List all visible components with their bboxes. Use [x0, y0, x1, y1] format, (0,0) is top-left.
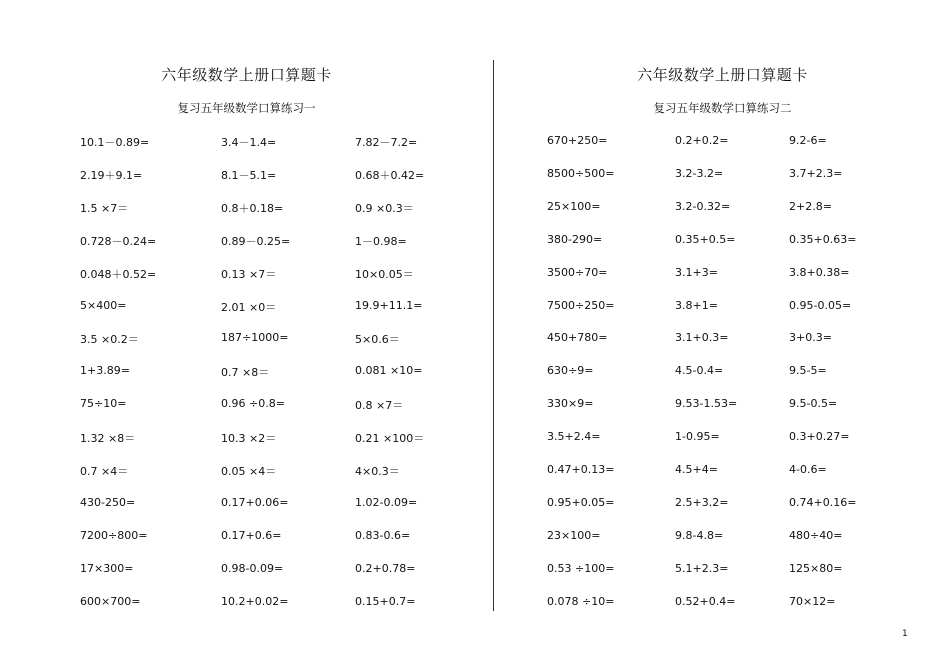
- problem-item: 0.89－0.25=: [221, 234, 291, 248]
- problem-item: 0.05 ×4＝: [221, 465, 277, 478]
- problem-item: 450+780=: [547, 331, 608, 345]
- problem-item: 10×0.05＝: [355, 267, 414, 281]
- problem-item: 0.17+0.06=: [221, 495, 289, 509]
- problem-item: 0.95-0.05=: [789, 298, 852, 312]
- problem-item: 0.7 ×4＝: [80, 465, 129, 478]
- problem-item: 0.98-0.09=: [221, 561, 284, 575]
- problem-item: 1－0.98=: [355, 234, 407, 248]
- problem-row: [495, 529, 950, 547]
- problem-row: [0, 331, 493, 349]
- problem-row: [495, 463, 950, 481]
- problem-row: [0, 167, 493, 185]
- problem-item: 4.5+4=: [675, 463, 718, 476]
- problem-item: 0.74+0.16=: [789, 495, 857, 509]
- problem-item: 3500÷70=: [547, 265, 608, 279]
- left-subtitle: 复习五年级数学口算练习一: [177, 101, 316, 115]
- problem-item: 3.5+2.4=: [547, 430, 601, 444]
- center-divider: [493, 60, 494, 611]
- problem-item: 0.95+0.05=: [547, 495, 615, 509]
- problem-item: 2.19＋9.1=: [80, 168, 143, 182]
- problem-item: 3+0.3=: [789, 331, 832, 345]
- problem-item: 430-250=: [80, 495, 136, 509]
- problem-item: 10.2+0.02=: [221, 594, 289, 608]
- problem-item: 0.081 ×10=: [355, 364, 423, 378]
- problem-item: 380-290=: [547, 232, 603, 246]
- problem-row: [495, 496, 950, 514]
- problem-item: 4×0.3＝: [355, 465, 400, 478]
- problem-row: [495, 331, 950, 349]
- problem-item: 0.048＋0.52=: [80, 267, 157, 281]
- problem-item: 3.5 ×0.2＝: [80, 333, 139, 347]
- problem-item: 1.32 ×8＝: [80, 432, 136, 446]
- problem-item: 0.8＋0.18=: [221, 201, 284, 215]
- problem-item: 9.5-5=: [789, 364, 827, 378]
- problem-item: 600×700=: [80, 594, 141, 608]
- left-title: 六年级数学上册口算题卡: [161, 66, 332, 84]
- problem-item: 125×80=: [789, 561, 843, 575]
- problem-row: [0, 266, 493, 284]
- problem-item: 1-0.95=: [675, 430, 720, 444]
- problem-item: 330×9=: [547, 397, 594, 411]
- problem-item: 0.83-0.6=: [355, 528, 411, 542]
- problem-item: 0.728－0.24=: [80, 234, 157, 248]
- problem-item: 3.4－1.4=: [221, 136, 277, 149]
- problem-item: 0.17+0.6=: [221, 528, 282, 542]
- problem-item: 0.13 ×7＝: [221, 267, 277, 281]
- problem-row: [0, 364, 493, 382]
- problem-item: 9.2-6=: [789, 134, 827, 147]
- problem-item: 75÷10=: [80, 397, 127, 411]
- right-title: 六年级数学上册口算题卡: [637, 66, 808, 84]
- problem-item: 0.2+0.2=: [675, 134, 729, 147]
- problem-row: [495, 167, 950, 185]
- problem-item: 0.53 ÷100=: [547, 561, 615, 575]
- problem-row: [0, 529, 493, 547]
- problem-row: [495, 397, 950, 415]
- problem-row: [495, 299, 950, 317]
- problem-item: 3.2-0.32=: [675, 199, 731, 213]
- problem-item: 9.8-4.8=: [675, 528, 724, 542]
- problem-item: 10.1－0.89=: [80, 136, 150, 149]
- problem-item: 7200÷800=: [80, 528, 148, 542]
- problem-item: 0.9 ×0.3＝: [355, 201, 414, 215]
- problem-item: 2.01 ×0＝: [221, 300, 277, 314]
- problem-row: [495, 430, 950, 448]
- problem-item: 0.52+0.4=: [675, 594, 736, 608]
- problem-item: 0.8 ×7＝: [355, 399, 404, 413]
- problem-item: 1.5 ×7＝: [80, 201, 129, 215]
- problem-item: 17×300=: [80, 561, 134, 575]
- problem-item: 3.1+0.3=: [675, 331, 729, 345]
- problem-item: 480÷40=: [789, 528, 843, 542]
- problem-item: 23×100=: [547, 528, 601, 542]
- problem-item: 1+3.89=: [80, 364, 130, 378]
- problem-row: [0, 299, 493, 317]
- problem-item: 10.3 ×2＝: [221, 432, 277, 446]
- problem-item: 4-0.6=: [789, 463, 827, 476]
- problem-item: 9.53-1.53=: [675, 397, 738, 411]
- problem-row: [0, 200, 493, 218]
- problem-row: [0, 496, 493, 514]
- problem-item: 8.1－5.1=: [221, 168, 277, 182]
- problem-item: 3.2-3.2=: [675, 166, 724, 180]
- problem-item: 5×400=: [80, 298, 127, 312]
- right-subtitle: 复习五年级数学口算练习二: [653, 101, 792, 115]
- problem-item: 0.96 ÷0.8=: [221, 397, 285, 411]
- problem-item: 0.35+0.5=: [675, 232, 736, 246]
- problem-item: 3.8+1=: [675, 298, 718, 312]
- problem-item: 0.2+0.78=: [355, 561, 416, 575]
- problem-row: [0, 233, 493, 251]
- problem-item: 2.5+3.2=: [675, 495, 729, 509]
- problem-item: 0.7 ×8＝: [221, 366, 270, 380]
- problem-item: 670+250=: [547, 134, 608, 147]
- problem-item: 5.1+2.3=: [675, 561, 729, 575]
- problem-item: 0.47+0.13=: [547, 463, 615, 476]
- problem-row: [495, 364, 950, 382]
- problem-row: [495, 233, 950, 251]
- problem-item: 0.68＋0.42=: [355, 168, 425, 182]
- right-exercise-panel: [495, 0, 950, 672]
- problem-item: 2+2.8=: [789, 199, 832, 213]
- problem-row: [495, 200, 950, 218]
- problem-item: 70×12=: [789, 594, 836, 608]
- problem-item: 9.5-0.5=: [789, 397, 838, 411]
- problem-item: 630÷9=: [547, 364, 594, 378]
- problem-item: 4.5-0.4=: [675, 364, 724, 378]
- problem-item: 3.1+3=: [675, 265, 718, 279]
- problem-row: [0, 397, 493, 415]
- problem-row: [0, 430, 493, 448]
- problem-row: [495, 595, 950, 613]
- problem-row: [0, 463, 493, 481]
- problem-item: 8500÷500=: [547, 166, 615, 180]
- problem-item: 3.8+0.38=: [789, 265, 850, 279]
- problem-item: 0.35+0.63=: [789, 232, 857, 246]
- problem-item: 187÷1000=: [221, 331, 289, 345]
- problem-item: 7.82－7.2=: [355, 136, 418, 149]
- problem-item: 0.15+0.7=: [355, 594, 416, 608]
- problem-item: 5×0.6＝: [355, 333, 400, 347]
- page-number: 1: [902, 629, 908, 639]
- problem-item: 0.078 ÷10=: [547, 594, 615, 608]
- problem-item: 1.02-0.09=: [355, 495, 418, 509]
- problem-item: 25×100=: [547, 199, 601, 213]
- problem-row: [0, 595, 493, 613]
- problem-item: 19.9+11.1=: [355, 298, 423, 312]
- problem-row: [0, 134, 493, 152]
- problem-item: 3.7+2.3=: [789, 166, 843, 180]
- problem-item: 7500÷250=: [547, 298, 615, 312]
- problem-row: [495, 134, 950, 152]
- problem-row: [0, 562, 493, 580]
- problem-row: [495, 562, 950, 580]
- problem-item: 0.3+0.27=: [789, 430, 850, 444]
- problem-row: [495, 266, 950, 284]
- problem-item: 0.21 ×100＝: [355, 432, 425, 446]
